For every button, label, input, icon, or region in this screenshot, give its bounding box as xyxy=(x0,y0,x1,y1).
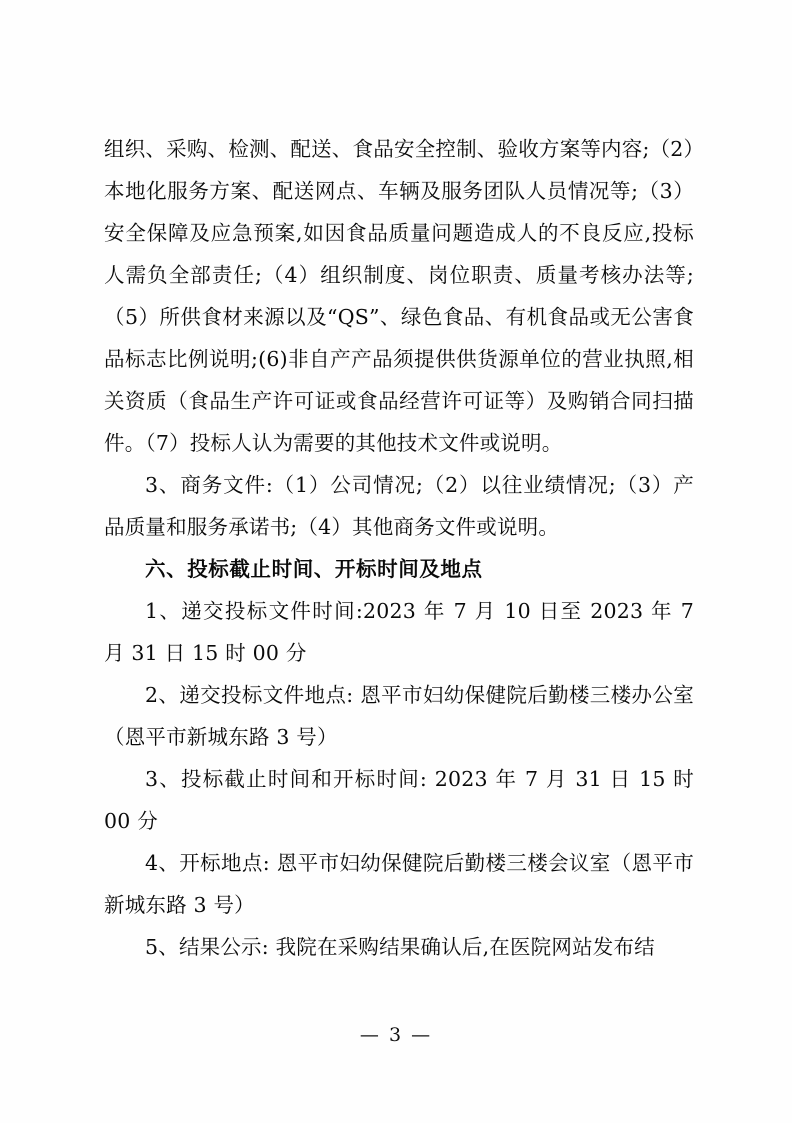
paragraph-submit-time: 1、递交投标文件时间:2023 年 7 月 10 日至 2023 年 7 月 31 日 15 时 00 分 xyxy=(104,599,694,665)
paragraph-business-docs: 3、商务文件:（1）公司情况;（2）以往业绩情况;（3）产品质量和服务承诺书;（4）其他商务文件或说明。 xyxy=(104,473,694,539)
paragraph-deadline-open: 3、投标截止时间和开标时间: 2023 年 7 月 31 日 15 时 00 分 xyxy=(104,767,694,833)
heading-section-six: 六、投标截止时间、开标时间及地点 xyxy=(145,557,483,581)
paragraph-tech-docs: 组织、采购、检测、配送、食品安全控制、验收方案等内容;（2）本地化服务方案、配送网点、车辆及服务团队人员情况等;（3）安全保障及应急预案,如因食品质量问题造成人的不良反应,投标人需负全部责任;（4）组织制度、岗位职责、质量考核办法等;（5）所供食材来源以及“QS”、绿色食品、有机食品或无公害食品标志比例说明;(6)非自产产品须提供供货源单位的营业执照,相关资质（食品生产许可证或食品经营许可证等）及购销合同扫描件。（7）投标人认为需要的其他技术文件或说明。 xyxy=(104,137,694,455)
paragraph-open-place: 4、开标地点: 恩平市妇幼保健院后勤楼三楼会议室（恩平市新城东路 3 号） xyxy=(104,851,694,917)
page-number-footer: — 3 — xyxy=(359,1024,433,1046)
document-body xyxy=(104,128,694,968)
paragraph-result-notice: 5、结果公示: 我院在采购结果确认后,在医院网站发布结 xyxy=(145,935,655,959)
paragraph-submit-place: 2、递交投标文件地点: 恩平市妇幼保健院后勤楼三楼办公室（恩平市新城东路 3 号） xyxy=(104,683,694,749)
